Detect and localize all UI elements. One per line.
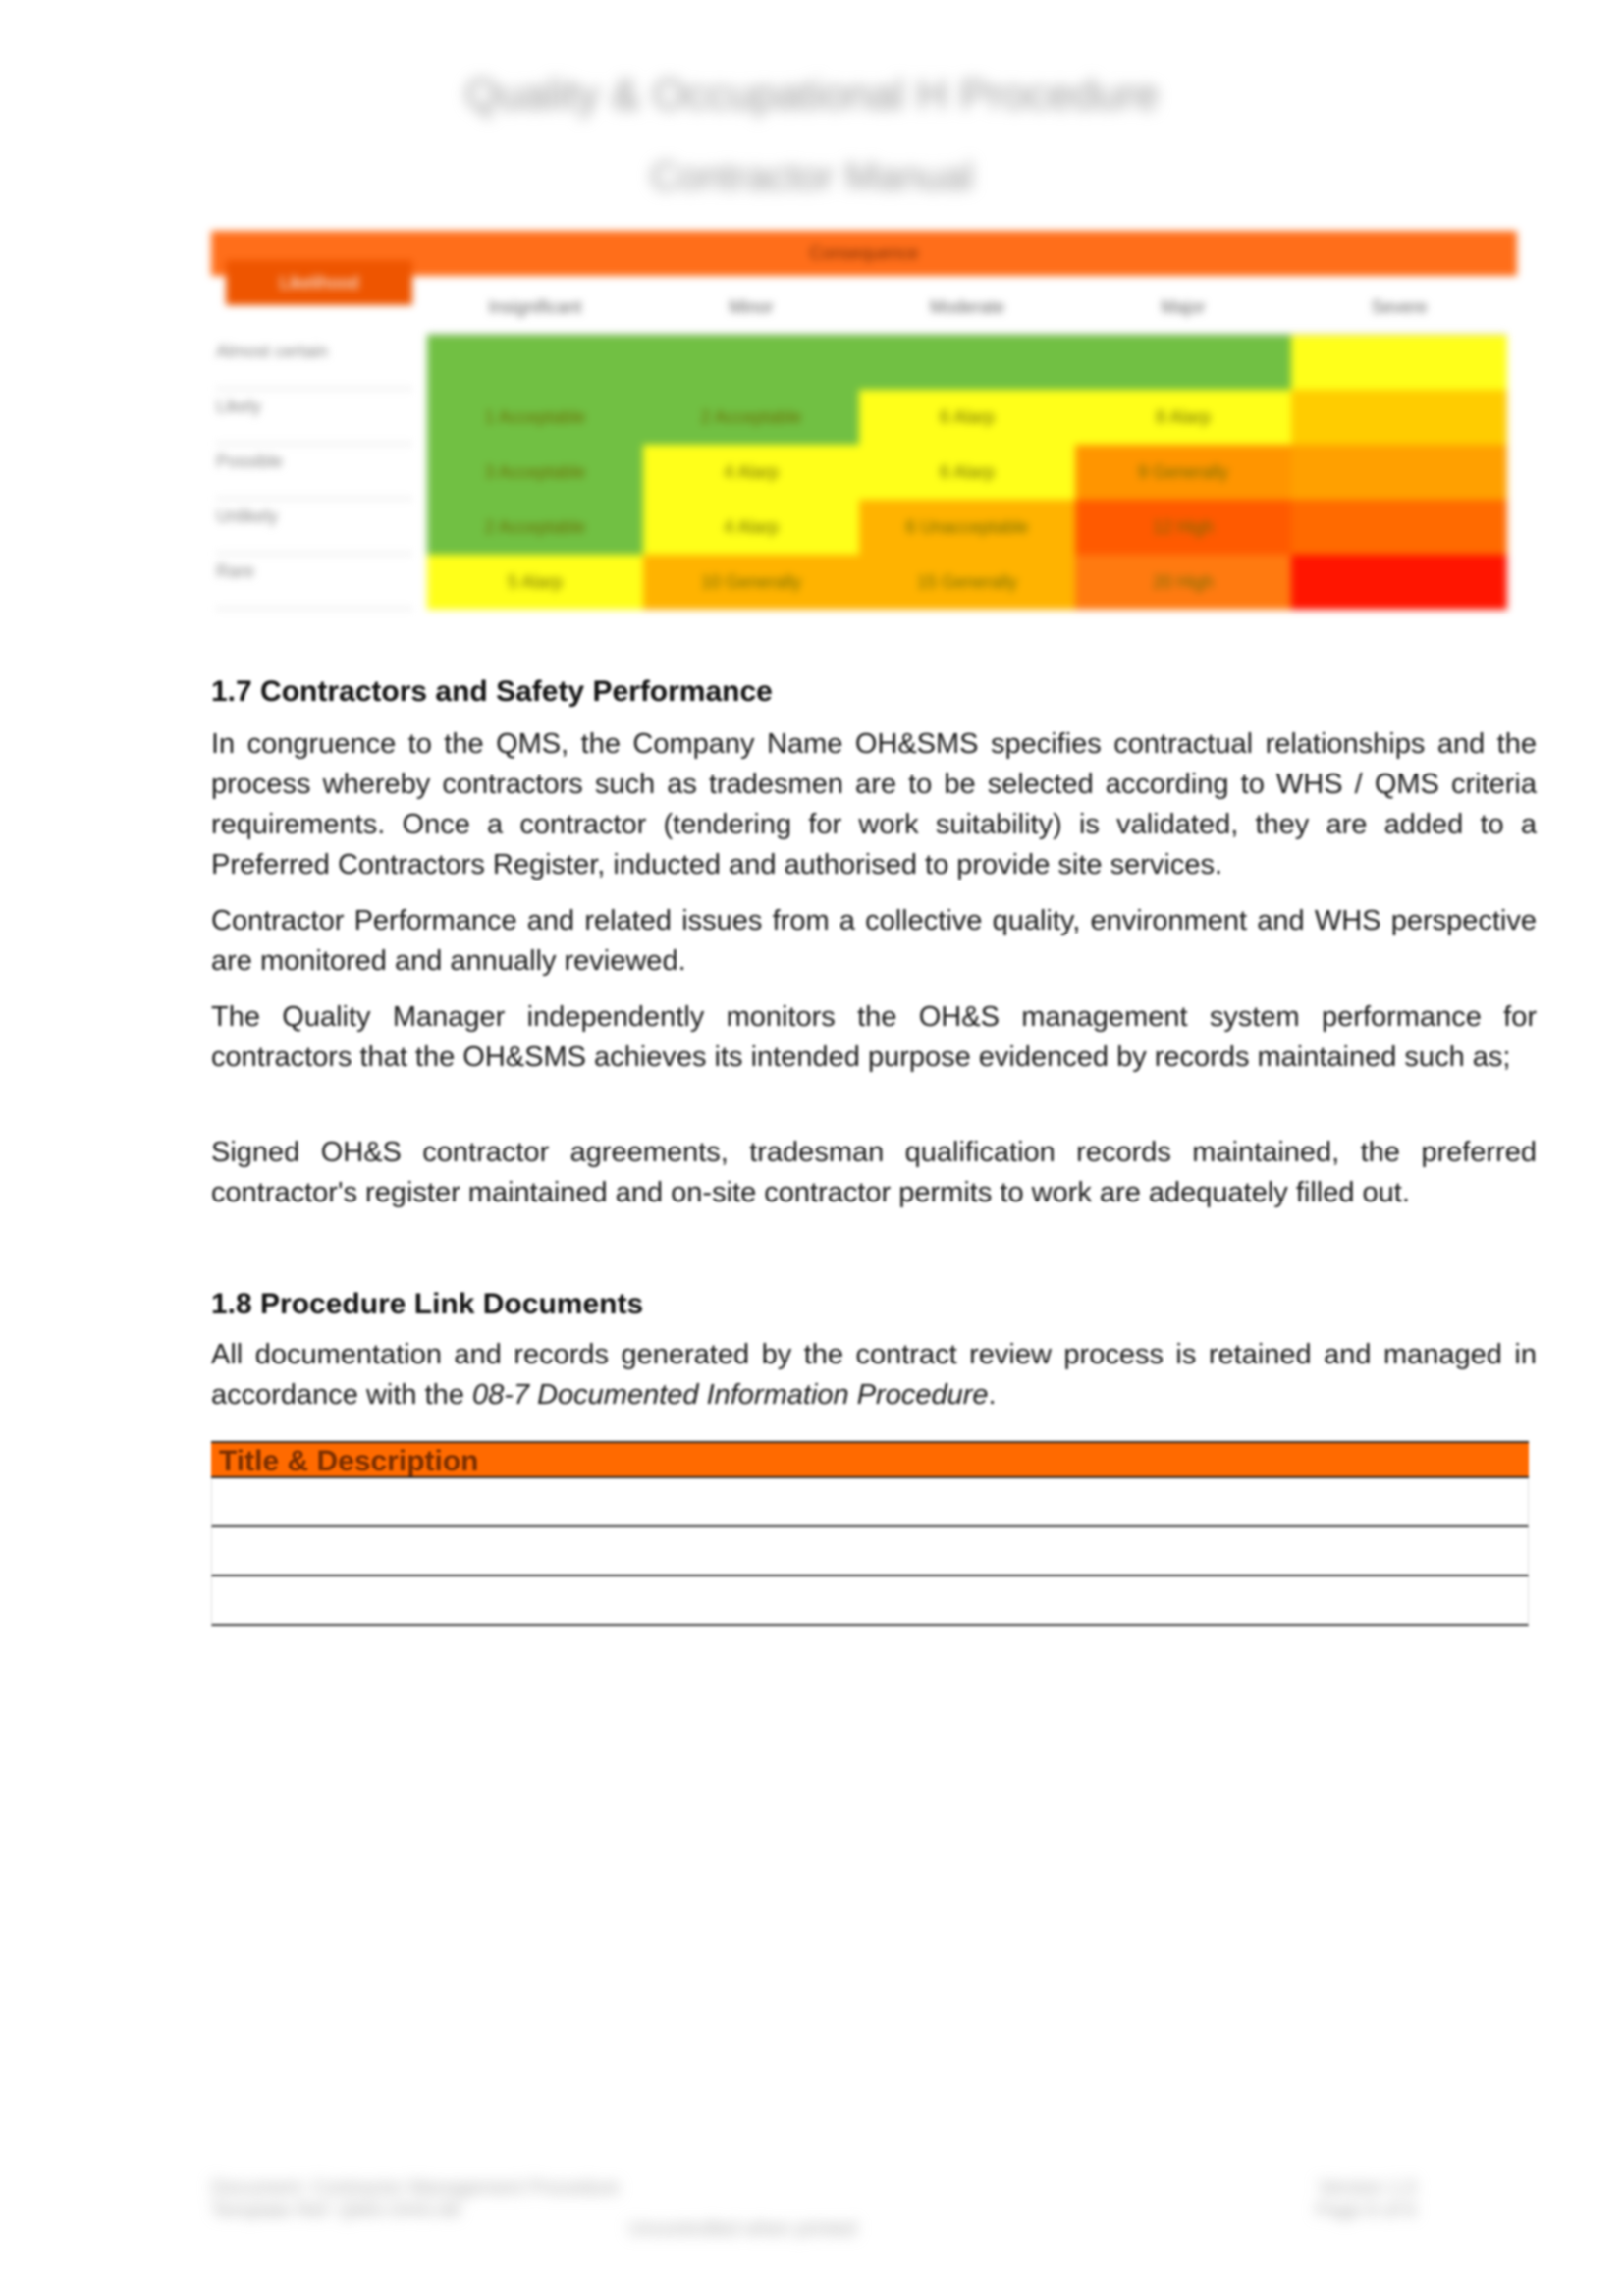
table-row [211,1478,1529,1527]
footer-version: Version 1.0 [1318,2177,1417,2199]
matrix-cell [859,335,1075,390]
matrix-cell: 20 High [1075,555,1291,610]
table-row [211,1527,1529,1576]
matrix-row-label: Possible [216,445,412,500]
section-heading-links: 1.8 Procedure Link Documents [211,1288,644,1320]
matrix-cell: 15 Generally [859,555,1075,610]
matrix-consequence-label: Consequence [211,231,1517,276]
paragraph: The Quality Manager independently monitors the OH&S management system performance for contractors that the OH&SMS achieves its intended purpose evidenced by records maintained such as; [211,1001,1537,1073]
footer-right [1316,2177,1416,2222]
table-header: Title & Description [211,1441,1529,1478]
matrix-cell: 6 Unacceptable [859,500,1075,555]
matrix-cell: 2 Acceptable [427,500,643,555]
footer-document: Document: Contractor Management Procedure [211,2177,620,2199]
matrix-cell: 4 Alarp [643,445,859,500]
matrix-cell [1075,335,1291,390]
paragraph-links-text: All documentation and records generated by the contract review process is retained and managed in accordance with the [211,1339,1537,1411]
document-title: Quality & Occupational H Procedure [464,71,1160,119]
footer-center: Uncontrolled when printed [628,2218,857,2240]
matrix-cell: 1 Acceptable [427,390,643,445]
matrix-row-label: Unlikely [216,500,412,555]
matrix-cell: 12 High [1075,500,1291,555]
paragraph: Signed OH&S contractor agreements, tradesman qualification records maintained, the preferred contractor's register maintained and on-site contractor permits to work are adequately filled out. [211,1137,1537,1208]
linked-procedure-name: 08-7 Documented Information Procedure [471,1379,989,1411]
document-subtitle: Contractor Manual [650,155,974,198]
paragraph: In congruence to the QMS, the Company Name OH&SMS specifies contractual relationships and the process whereby contractors such as tradesmen are to be selected according to WHS / QMS criteria requirements. Once a contractor (tendering for work suitability) is validated, they are added to a Preferred Contractors Register, inducted and authorised to provide site services. [211,728,1537,881]
matrix-cell: 6 Alarp [859,445,1075,500]
matrix-col-header: Severe [1291,282,1507,335]
footer-left [211,2177,620,2222]
paragraph: Contractor Performance and related issues from a collective quality, environment and WHS perspective are monitored and annually reviewed. [211,905,1537,977]
matrix-cell: 8 Alarp [1075,390,1291,445]
footer-template-ref: Template Ref: QMS-OHS-08 [211,2200,460,2221]
matrix-cell: 4 Alarp [643,500,859,555]
matrix-col-header: Moderate [859,282,1075,335]
footer-page-number: Page 6 of 6 [1316,2200,1417,2221]
matrix-cell: 10 Generally [643,555,859,610]
matrix-row-label: Likely [216,390,412,445]
risk-matrix [211,231,1517,602]
matrix-cell: 6 Alarp [859,390,1075,445]
matrix-col-header: Minor [643,282,859,335]
matrix-row-label: Rare [216,555,412,610]
matrix-cell [427,335,643,390]
matrix-cell: 2 Acceptable [643,390,859,445]
matrix-cell [1291,390,1507,445]
matrix-cell [1291,500,1507,555]
matrix-cell: 3 Acceptable [427,445,643,500]
matrix-col-header: Insignificant [427,282,643,335]
matrix-cell [1291,555,1507,610]
matrix-cell: 9 Generally [1075,445,1291,500]
table-row [211,1576,1529,1626]
matrix-cell [1291,445,1507,500]
matrix-cell [643,335,859,390]
matrix-col-header: Major [1075,282,1291,335]
matrix-cell: 5 Alarp [427,555,643,610]
matrix-cell [1291,335,1507,390]
paragraph-links [211,1335,1537,1415]
paragraph-links-end: . [988,1379,997,1411]
matrix-likelihood-label: Likelihood [226,260,412,305]
matrix-row-label: Almost certain [216,335,412,390]
section-heading-contractors: 1.7 Contractors and Safety Performance [211,675,773,708]
link-documents-table [211,1441,1529,1626]
